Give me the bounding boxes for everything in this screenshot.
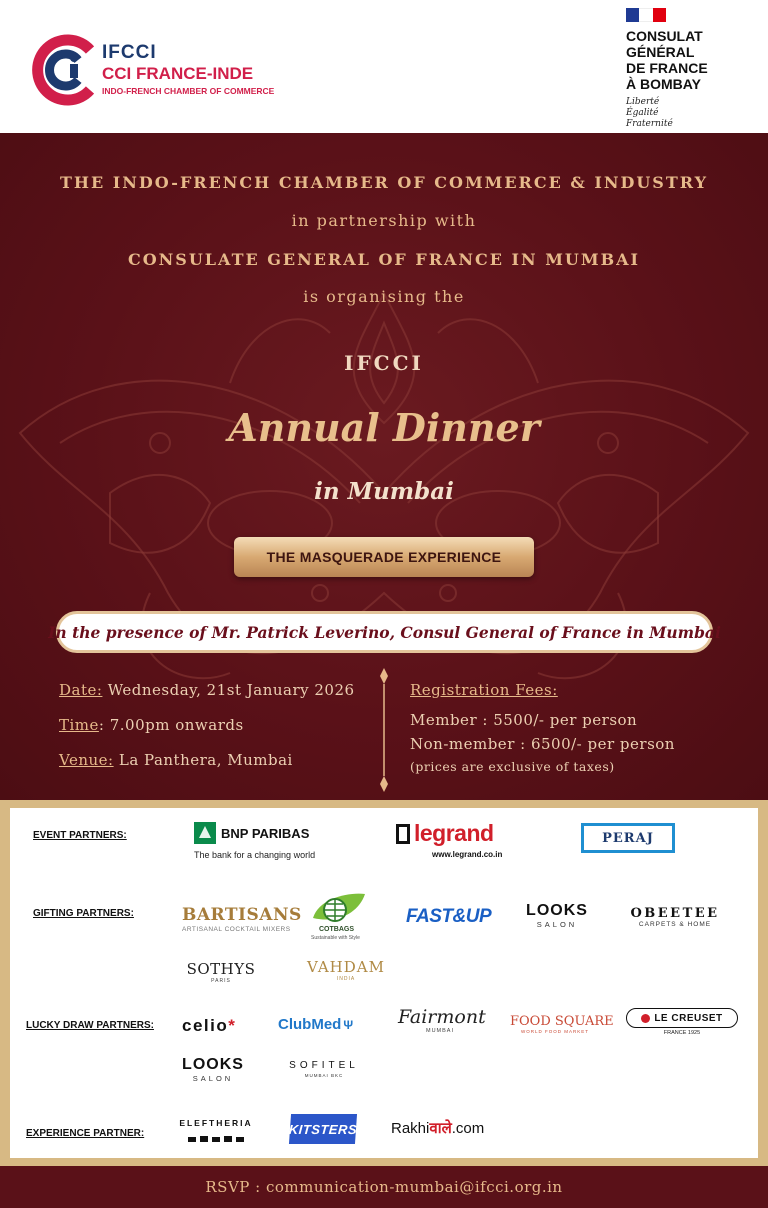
- sothys-logo: [180, 960, 262, 984]
- french-flag-icon: [626, 8, 666, 22]
- theme-text: THE MASQUERADE EXPERIENCE: [266, 549, 502, 565]
- sofitel-tagline: MUMBAI BKC: [304, 1073, 344, 1078]
- celio-name: celio: [182, 1016, 229, 1035]
- rsvp-email[interactable]: RSVP : communication-mumbai@ifcci.org.in: [205, 1178, 563, 1196]
- organiser-line: THE INDO-FRENCH CHAMBER OF COMMERCE & INDUSTRY: [60, 173, 708, 192]
- devise-line: Égalité: [626, 108, 659, 118]
- kitsters-logo: [289, 1114, 357, 1144]
- obeetee-logo: [622, 906, 728, 928]
- ifcci-subtitle: CCI FRANCE-INDE: [102, 64, 254, 83]
- theme-banner: [234, 537, 534, 577]
- legrand-mark-icon: [396, 824, 410, 844]
- non-member-fee: Non-member : 6500/- per person: [410, 735, 675, 753]
- lucky-draw-partners-label: LUCKY DRAW PARTNERS:: [26, 1020, 154, 1031]
- consulat-line: GÉNÉRAL: [626, 44, 695, 60]
- event-date: [59, 681, 355, 699]
- looks-salon-logo: [526, 902, 588, 929]
- consulat-logo: [626, 8, 756, 130]
- date-label: Date:: [59, 681, 103, 699]
- time-value: : 7.00pm onwards: [98, 716, 244, 734]
- event-venue: [59, 751, 293, 769]
- bnp-tagline: The bank for a changing world: [194, 850, 316, 860]
- divider-ornament-icon: [378, 668, 390, 792]
- sofitel-name: SOFITEL: [289, 1060, 359, 1071]
- food-square-name: FOOD SQUARE: [510, 1014, 614, 1029]
- obeetee-name: OBEETEE: [630, 906, 720, 921]
- bartisans-name: BARTISANS: [182, 905, 302, 925]
- ifcci-name: IFCCI: [102, 42, 157, 63]
- le-creuset-logo: [626, 1008, 738, 1036]
- organising-line: is organising the: [303, 287, 465, 306]
- consulate-line: CONSULATE GENERAL OF FRANCE IN MUMBAI: [127, 250, 640, 269]
- food-square-logo: [510, 1014, 614, 1034]
- cotbags-globe-icon: [305, 892, 369, 926]
- ifcci-logo: [28, 34, 278, 106]
- le-creuset-dot-icon: [641, 1014, 650, 1023]
- sothys-tagline: PARIS: [211, 978, 231, 984]
- invitation-panel: [0, 133, 768, 800]
- cotbags-tagline: Sustainable with Style: [311, 935, 360, 941]
- vahdam-logo: [303, 958, 389, 982]
- trident-icon: Ψ: [343, 1018, 354, 1032]
- club-med-name: ClubMed: [278, 1016, 342, 1033]
- le-creuset-tagline: FRANCE 1925: [663, 1030, 701, 1036]
- gifting-partners-label: GIFTING PARTNERS:: [33, 908, 134, 919]
- presence-box: [48, 611, 721, 653]
- member-fee: Member : 5500/- per person: [410, 711, 638, 729]
- peraj-logo: [581, 823, 675, 853]
- bnp-star-icon: [194, 822, 216, 844]
- looks-tagline: SALON: [536, 920, 578, 929]
- header: [0, 0, 768, 133]
- cotbags-name: COTBAGS: [319, 926, 354, 933]
- kitsters-name: KITSTERS: [288, 1121, 358, 1137]
- peraj-name: PERAJ: [602, 830, 654, 846]
- rakhi-prefix: Rakhi: [391, 1120, 430, 1137]
- cotbags-logo: [305, 892, 369, 944]
- devise: [626, 97, 756, 130]
- consulat-line: À BOMBAY: [626, 76, 701, 92]
- sofitel-logo: [276, 1060, 372, 1078]
- event-partners-label: EVENT PARTNERS:: [33, 830, 127, 841]
- bnp-name: BNP PARIBAS: [221, 826, 310, 841]
- fees-note: (prices are exclusive of taxes): [410, 759, 615, 774]
- rakhi-hindi: वाले: [429, 1120, 452, 1137]
- fees-heading: [410, 681, 558, 699]
- celio-star-icon: *: [228, 1016, 237, 1035]
- bartisans-logo: [182, 905, 302, 933]
- eleftheria-name: ELEFTHERIA: [179, 1118, 253, 1128]
- ifcci-tagline: INDO-FRENCH CHAMBER OF COMMERCE: [102, 86, 275, 96]
- fairmont-logo: [398, 1006, 486, 1034]
- bartisans-tagline: ARTISANAL COCKTAIL MIXERS: [182, 926, 291, 933]
- eleftheria-logo: [178, 1118, 254, 1149]
- looks-name: LOOKS: [526, 902, 588, 919]
- obeetee-tagline: CARPETS & HOME: [638, 921, 712, 928]
- event-title: Annual Dinner: [228, 405, 540, 450]
- fast-and-up-logo: FAST&UP: [406, 906, 492, 927]
- vahdam-name: VAHDAM: [307, 958, 385, 976]
- consulat-line: CONSULAT: [626, 28, 703, 44]
- event-city: in Mumbai: [314, 478, 454, 505]
- rakhi-suffix: .com: [451, 1120, 485, 1137]
- food-square-tagline: WORLD FOOD MARKET: [520, 1029, 589, 1034]
- ifcci-mark-icon: [28, 34, 100, 106]
- brand-line: IFCCI: [344, 351, 424, 375]
- rakhiwale-logo: [391, 1118, 484, 1138]
- partnership-line: in partnership with: [291, 211, 477, 230]
- looks-salon-logo-2: [182, 1056, 244, 1083]
- sothys-name: SOTHYS: [186, 960, 256, 978]
- club-med-logo: [278, 1016, 353, 1033]
- le-creuset-name: LE CREUSET: [654, 1012, 723, 1024]
- venue-value: La Panthera, Mumbai: [113, 751, 293, 769]
- devise-line: Liberté: [626, 97, 660, 107]
- fairmont-name: Fairmont: [398, 1006, 486, 1028]
- fairmont-tagline: MUMBAI: [426, 1028, 454, 1034]
- venue-label: Venue:: [59, 751, 114, 769]
- celio-logo: [182, 1016, 236, 1036]
- presence-text: In the presence of Mr. Patrick Leverino, Consul General of France in Mumbai: [48, 622, 721, 642]
- footer: [0, 1166, 768, 1208]
- animal-icons: [186, 1134, 246, 1144]
- legrand-name: legrand: [414, 820, 494, 846]
- legrand-url: www.legrand.co.in: [432, 850, 503, 859]
- looks-tagline: SALON: [192, 1074, 234, 1083]
- time-label: Time: [59, 716, 99, 734]
- consulat-line: DE FRANCE: [626, 60, 708, 76]
- looks-name: LOOKS: [182, 1056, 244, 1073]
- partners-panel: [10, 808, 758, 1158]
- experience-partner-label: EXPERIENCE PARTNER:: [26, 1128, 145, 1139]
- vahdam-tagline: INDIA: [336, 976, 356, 982]
- devise-line: Fraternité: [626, 119, 673, 129]
- event-time: [59, 716, 244, 734]
- fees-label: Registration Fees:: [410, 681, 558, 699]
- date-value: Wednesday, 21st January 2026: [102, 681, 355, 699]
